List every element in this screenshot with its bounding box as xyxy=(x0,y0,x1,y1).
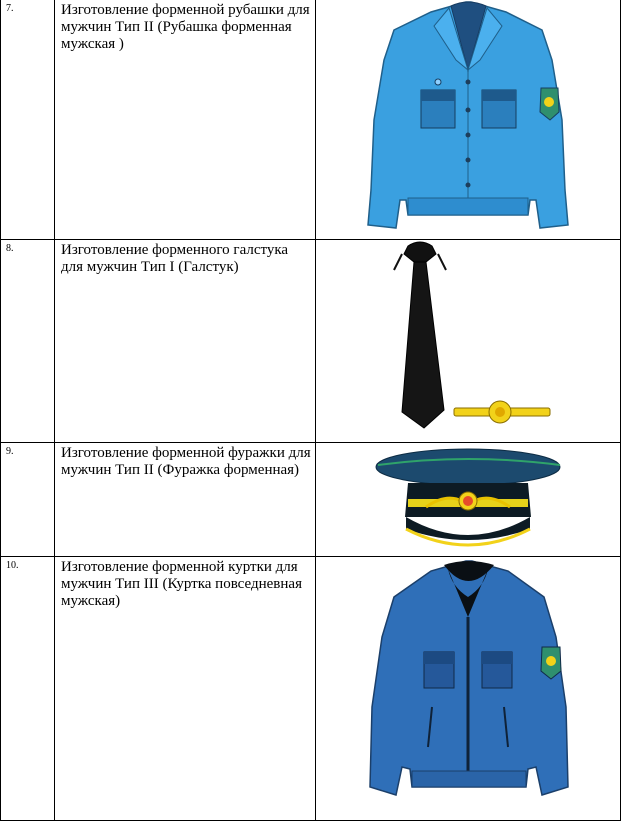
item-description: Изготовление форменной рубашки для мужчин Тип II (Рубашка форменная мужская ) xyxy=(55,0,316,240)
row-number: 9. xyxy=(1,443,55,557)
item-description: Изготовление форменной куртки для мужчин Тип III (Куртка повседневная мужская) xyxy=(55,557,316,821)
item-image-cell xyxy=(316,443,621,557)
item-image-cell xyxy=(316,0,621,240)
uniform-shirt-illustration xyxy=(316,0,621,236)
table-row xyxy=(1,443,621,557)
peaked-cap-illustration xyxy=(316,443,621,553)
item-description: Изготовление форменного галстука для мужчин Тип I (Галстук) xyxy=(55,240,316,443)
table-row xyxy=(1,0,621,240)
table-row xyxy=(1,240,621,443)
row-number: 8. xyxy=(1,240,55,443)
row-number: 10. xyxy=(1,557,55,821)
uniform-jacket-illustration xyxy=(316,557,621,817)
necktie-illustration xyxy=(316,240,621,439)
item-description: Изготовление форменной фуражки для мужчин Тип II (Фуражка форменная) xyxy=(55,443,316,557)
row-number: 7. xyxy=(1,0,55,240)
item-image-cell xyxy=(316,240,621,443)
table-row xyxy=(1,557,621,821)
item-image-cell xyxy=(316,557,621,821)
